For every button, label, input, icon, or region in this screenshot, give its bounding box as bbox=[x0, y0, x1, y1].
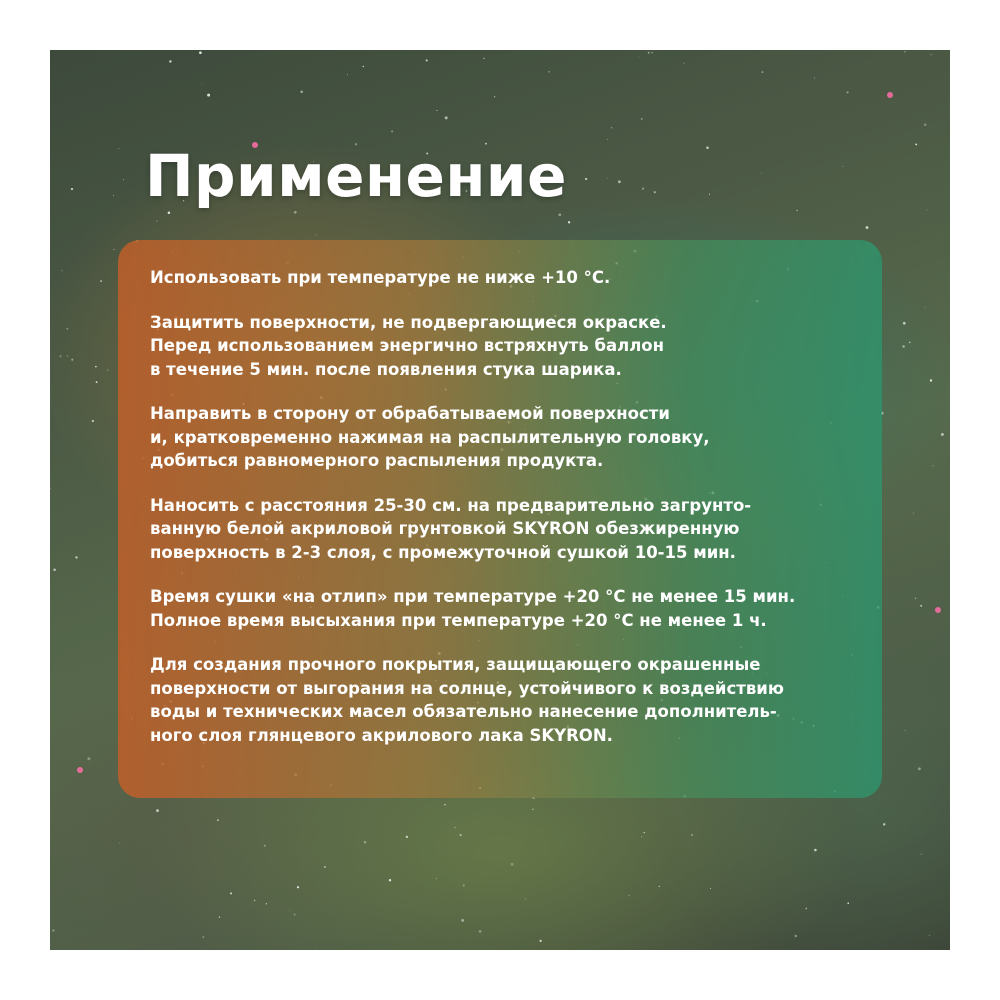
star bbox=[201, 83, 202, 84]
star bbox=[607, 139, 608, 140]
star bbox=[113, 195, 114, 196]
star bbox=[207, 94, 210, 97]
star bbox=[641, 836, 642, 837]
page-title: Применение bbox=[145, 142, 567, 210]
star bbox=[618, 180, 621, 183]
star bbox=[642, 188, 644, 190]
star bbox=[525, 898, 526, 899]
text-line: в течение 5 мин. после появления стука шарика. bbox=[150, 359, 622, 379]
star bbox=[461, 919, 464, 922]
star bbox=[363, 66, 364, 67]
star bbox=[119, 843, 120, 844]
star bbox=[230, 892, 232, 894]
star bbox=[925, 306, 926, 307]
instructions-card bbox=[118, 240, 882, 798]
star bbox=[118, 148, 119, 149]
star bbox=[762, 71, 764, 73]
star bbox=[654, 191, 656, 193]
star bbox=[479, 930, 482, 933]
pink-star bbox=[77, 767, 83, 773]
star bbox=[540, 940, 542, 942]
star bbox=[460, 834, 462, 836]
star bbox=[915, 143, 917, 145]
star bbox=[156, 809, 159, 812]
star bbox=[294, 914, 296, 916]
star bbox=[933, 465, 934, 466]
star bbox=[532, 809, 533, 810]
star bbox=[123, 179, 124, 180]
star bbox=[659, 886, 660, 887]
star bbox=[483, 58, 484, 59]
star bbox=[611, 127, 613, 129]
paragraph-temperature bbox=[150, 266, 852, 290]
star bbox=[796, 210, 798, 212]
star bbox=[264, 845, 266, 847]
star bbox=[67, 355, 68, 356]
star bbox=[684, 63, 685, 64]
star bbox=[75, 556, 77, 558]
star bbox=[436, 878, 437, 879]
star bbox=[92, 420, 94, 422]
star bbox=[903, 322, 906, 325]
star bbox=[846, 91, 848, 93]
star bbox=[290, 910, 291, 911]
star bbox=[706, 146, 709, 149]
text-line: Наносить с расстояния 25-30 см. на предварительно загрунто- bbox=[150, 495, 752, 515]
star bbox=[941, 433, 944, 436]
star bbox=[795, 935, 797, 937]
star bbox=[324, 866, 326, 868]
star bbox=[710, 888, 711, 889]
star bbox=[639, 56, 640, 57]
star bbox=[53, 569, 56, 572]
star bbox=[297, 886, 299, 888]
star bbox=[445, 116, 448, 119]
text-line: Полное время высыхания при температуре +20 °С не менее 1 ч. bbox=[150, 610, 767, 630]
star bbox=[254, 900, 256, 902]
star bbox=[95, 366, 97, 368]
star bbox=[805, 908, 807, 910]
star bbox=[913, 513, 914, 514]
star bbox=[904, 51, 906, 53]
text-line: Время сушки «на отлип» при температуре +20 °С не менее 15 мин. bbox=[150, 587, 796, 606]
star bbox=[629, 895, 630, 896]
star bbox=[902, 345, 904, 347]
star bbox=[426, 59, 428, 61]
text-line: и, кратковременно нажимая на распылительную головку, bbox=[150, 427, 710, 447]
star bbox=[909, 342, 911, 344]
pink-star bbox=[935, 607, 941, 613]
space-nebula-background bbox=[50, 50, 950, 950]
star bbox=[883, 823, 885, 825]
star bbox=[169, 60, 171, 62]
star bbox=[266, 903, 267, 904]
star bbox=[814, 78, 815, 79]
star bbox=[607, 178, 608, 179]
star bbox=[50, 488, 51, 490]
star bbox=[59, 355, 61, 357]
star bbox=[929, 935, 930, 936]
paragraph-varnish bbox=[150, 653, 852, 747]
star bbox=[316, 234, 317, 235]
star bbox=[202, 936, 204, 938]
star bbox=[814, 849, 817, 852]
star bbox=[52, 930, 54, 932]
star bbox=[463, 884, 465, 886]
star bbox=[494, 96, 495, 97]
paragraph-spraying bbox=[150, 402, 852, 473]
star bbox=[709, 194, 710, 195]
text-line: Перед использованием энергично встряхнуть баллон bbox=[150, 336, 665, 355]
star bbox=[71, 188, 73, 190]
star bbox=[918, 767, 921, 770]
star bbox=[406, 836, 408, 838]
star bbox=[364, 841, 366, 843]
paragraph-drying bbox=[150, 585, 852, 632]
star bbox=[300, 91, 302, 93]
star bbox=[444, 804, 446, 806]
star bbox=[217, 819, 219, 821]
star bbox=[930, 379, 932, 381]
star bbox=[454, 827, 456, 829]
paragraph-application bbox=[150, 494, 852, 565]
star bbox=[219, 916, 220, 917]
star bbox=[168, 212, 171, 215]
star bbox=[315, 948, 316, 949]
star bbox=[585, 178, 587, 180]
text-line: добиться равномерного распыления продукта. bbox=[150, 451, 604, 470]
star bbox=[652, 52, 653, 53]
pink-star bbox=[887, 92, 893, 98]
text-line: поверхность в 2-3 слоя, с промежуточной сушкой 10-15 мин. bbox=[150, 542, 736, 562]
star bbox=[107, 369, 108, 370]
text-line: Для создания прочного покрытия, защищающего окрашенные bbox=[150, 655, 761, 674]
star bbox=[347, 74, 348, 75]
star bbox=[199, 51, 202, 54]
text-line: ного слоя глянцевого акрилового лака SKYRON. bbox=[150, 725, 613, 745]
star bbox=[511, 863, 514, 866]
star bbox=[915, 598, 917, 600]
star bbox=[920, 605, 922, 607]
star bbox=[921, 853, 922, 854]
star bbox=[558, 213, 561, 216]
star bbox=[644, 832, 645, 833]
star bbox=[294, 211, 297, 214]
star bbox=[691, 834, 693, 836]
star bbox=[905, 730, 906, 731]
star bbox=[87, 757, 90, 760]
star bbox=[156, 220, 157, 221]
text-line: Направить в сторону от обрабатываемой поверхности bbox=[150, 404, 670, 423]
star bbox=[931, 54, 932, 55]
star bbox=[66, 328, 68, 330]
star bbox=[761, 172, 762, 173]
star bbox=[927, 209, 928, 210]
star bbox=[62, 270, 63, 271]
star bbox=[436, 110, 437, 111]
text-line: воды и технических масел обязательно нанесение дополнитель- bbox=[150, 702, 777, 721]
star bbox=[847, 902, 849, 904]
star bbox=[100, 280, 102, 282]
text-line: поверхности от выгорания на солнце, устойчивого к воздействию bbox=[150, 678, 784, 698]
star bbox=[924, 123, 927, 126]
star bbox=[96, 381, 98, 383]
text-line: Защитить поверхности, не подвергающиеся окраске. bbox=[150, 312, 667, 332]
star bbox=[648, 52, 650, 54]
star bbox=[641, 118, 643, 120]
star bbox=[391, 130, 393, 132]
text-line: Использовать при температуре не ниже +10 °С. bbox=[150, 268, 611, 287]
star bbox=[389, 879, 391, 881]
star bbox=[71, 359, 73, 361]
star bbox=[866, 226, 869, 229]
star bbox=[842, 166, 843, 167]
star bbox=[568, 221, 570, 223]
star bbox=[114, 249, 115, 250]
paragraph-preparation bbox=[150, 311, 852, 382]
star bbox=[548, 71, 550, 73]
text-line: ванную белой акриловой грунтовкой SKYRON обезжиренную bbox=[150, 519, 740, 538]
